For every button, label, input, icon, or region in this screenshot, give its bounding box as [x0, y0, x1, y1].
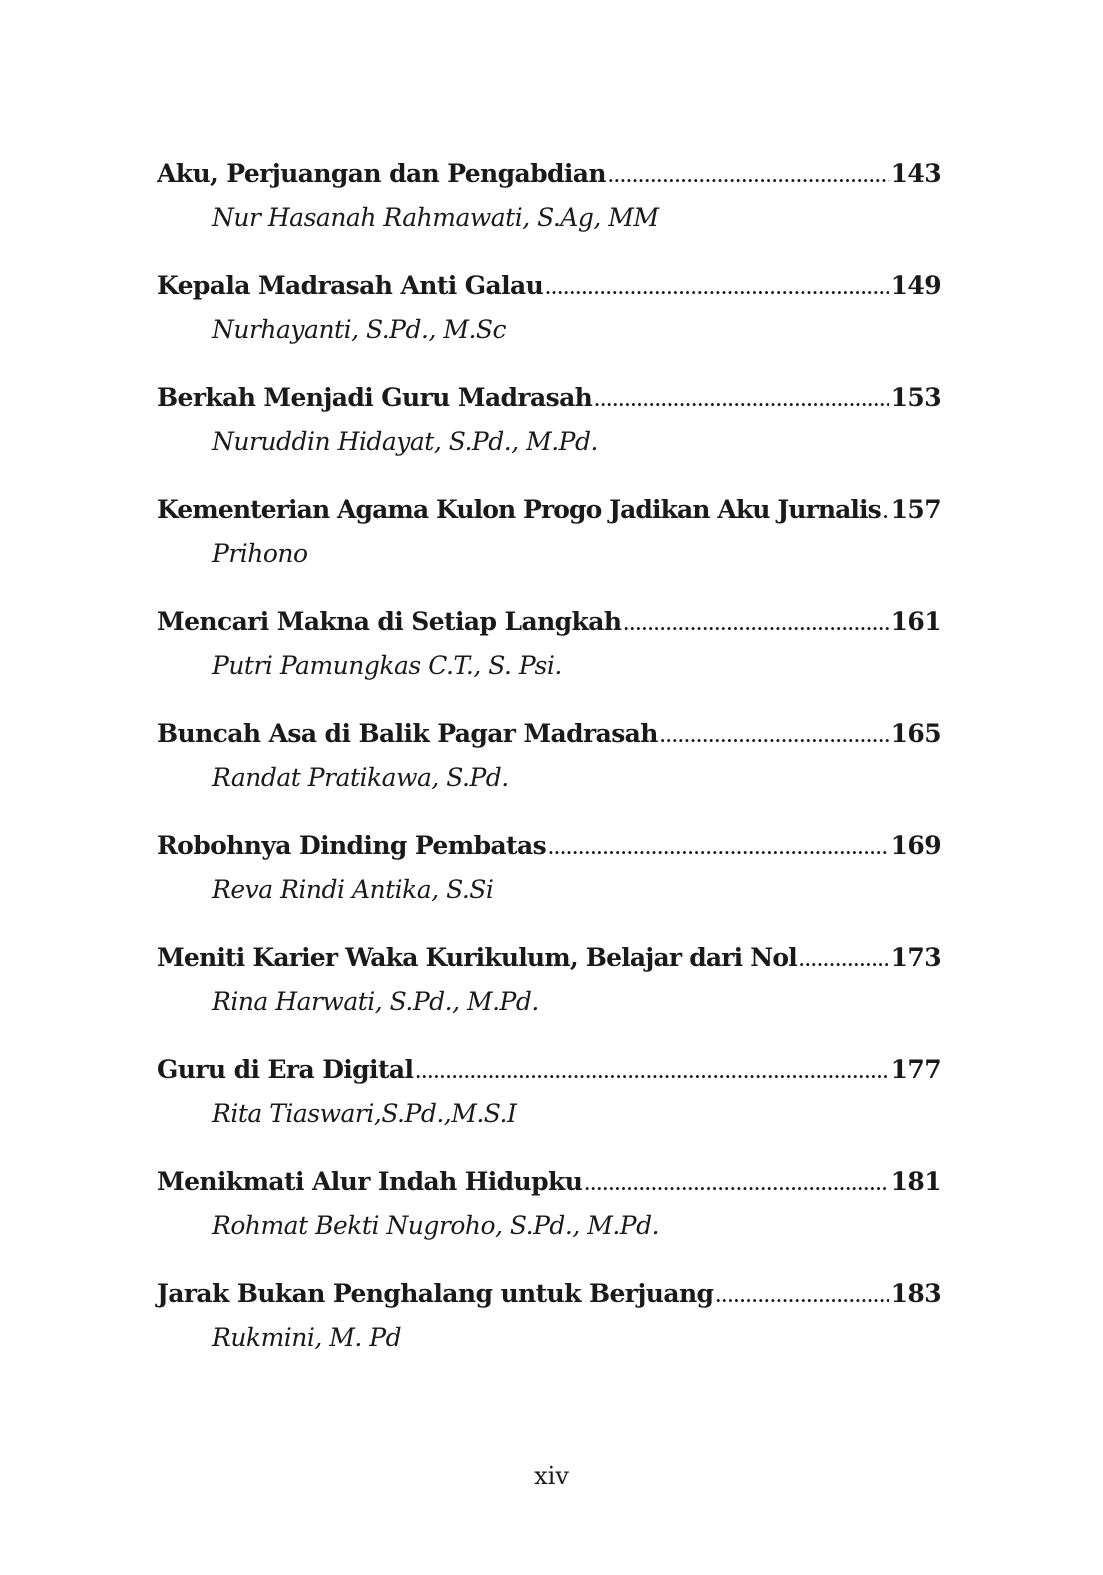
dot-leader	[594, 379, 888, 423]
dot-leader	[799, 939, 889, 983]
toc-entry-page: 183	[890, 1279, 941, 1308]
toc-entry-title: Guru di Era Digital	[157, 1055, 414, 1084]
toc-entry-title: Mencari Makna di Setiap Langkah	[157, 607, 622, 636]
toc-entry-author: Nurhayanti, S.Pd., M.Sc	[212, 315, 507, 344]
toc-entry-author: Rukmini, M. Pd	[212, 1323, 402, 1352]
toc-entry-page: 149	[890, 271, 941, 300]
toc-entry-title: Menikmati Alur Indah Hidupku	[157, 1167, 583, 1196]
toc-entry-title: Kepala Madrasah Anti Galau	[157, 271, 544, 300]
toc-entry	[157, 936, 941, 1048]
page-number: xiv	[534, 1462, 569, 1490]
toc-entry	[157, 152, 941, 264]
toc-entry	[157, 712, 941, 824]
toc-entry-title: Berkah Menjadi Guru Madrasah	[157, 383, 593, 412]
dot-leader	[883, 491, 889, 535]
toc-entry-author: Rina Harwati, S.Pd., M.Pd.	[212, 987, 539, 1016]
toc-entry-page: 177	[890, 1055, 941, 1084]
toc-entry-author: Prihono	[212, 539, 308, 568]
toc-entry-page: 157	[890, 495, 941, 524]
toc-entry-page: 173	[890, 943, 941, 972]
toc-entry-page: 181	[890, 1167, 941, 1196]
toc-entry-author: Rohmat Bekti Nugroho, S.Pd., M.Pd.	[212, 1211, 660, 1240]
toc-entry-page: 165	[890, 719, 941, 748]
toc-entry-line[interactable]	[157, 824, 941, 868]
dot-leader	[715, 1275, 888, 1319]
toc-entry-line[interactable]	[157, 376, 941, 420]
toc-entry-line[interactable]	[157, 152, 941, 196]
toc-entry-author: Randat Pratikawa, S.Pd.	[212, 763, 509, 792]
toc-entry-author: Nuruddin Hidayat, S.Pd., M.Pd.	[212, 427, 598, 456]
toc-entry-author: Rita Tiaswari,S.Pd.,M.S.I	[212, 1099, 517, 1128]
toc-entry	[157, 1160, 941, 1272]
toc-entry-line[interactable]	[157, 264, 941, 308]
toc-entry-line[interactable]	[157, 1048, 941, 1092]
toc-entry-line[interactable]	[157, 600, 941, 644]
toc-entry	[157, 488, 941, 600]
dot-leader	[545, 267, 888, 311]
toc-entry-line[interactable]	[157, 1160, 941, 1204]
toc-entry-title: Buncah Asa di Balik Pagar Madrasah	[157, 719, 658, 748]
toc-entry	[157, 1048, 941, 1160]
toc-entry-author: Putri Pamungkas C.T., S. Psi.	[212, 651, 562, 680]
dot-leader	[548, 827, 889, 871]
toc-entry	[157, 824, 941, 936]
dot-leader	[584, 1163, 888, 1207]
toc-entry-title: Robohnya Dinding Pembatas	[157, 831, 547, 860]
toc-entry-title: Jarak Bukan Penghalang untuk Berjuang	[157, 1279, 714, 1308]
dot-leader	[608, 155, 889, 199]
toc-entry-page: 169	[890, 831, 941, 860]
toc-entry	[157, 1272, 941, 1384]
dot-leader	[623, 603, 888, 647]
toc-entry	[157, 600, 941, 712]
toc-entry-page: 161	[890, 607, 941, 636]
toc-entry-line[interactable]	[157, 936, 941, 980]
toc-entry	[157, 376, 941, 488]
toc-entry-page: 153	[890, 383, 941, 412]
toc-entry-title: Meniti Karier Waka Kurikulum, Belajar dari Nol	[157, 943, 797, 972]
table-of-contents	[157, 152, 941, 1384]
toc-entry-line[interactable]	[157, 712, 941, 756]
toc-entry-title: Aku, Perjuangan dan Pengabdian	[157, 159, 606, 188]
dot-leader	[415, 1051, 888, 1095]
toc-entry-line[interactable]	[157, 488, 941, 532]
toc-entry-page: 143	[890, 159, 941, 188]
toc-entry-author: Reva Rindi Antika, S.Si	[212, 875, 494, 904]
toc-entry-author: Nur Hasanah Rahmawati, S.Ag, MM	[212, 203, 659, 232]
toc-entry-title: Kementerian Agama Kulon Progo Jadikan Aku Jurnalis	[157, 495, 881, 524]
dot-leader	[660, 715, 889, 759]
toc-entry-line[interactable]	[157, 1272, 941, 1316]
toc-entry	[157, 264, 941, 376]
